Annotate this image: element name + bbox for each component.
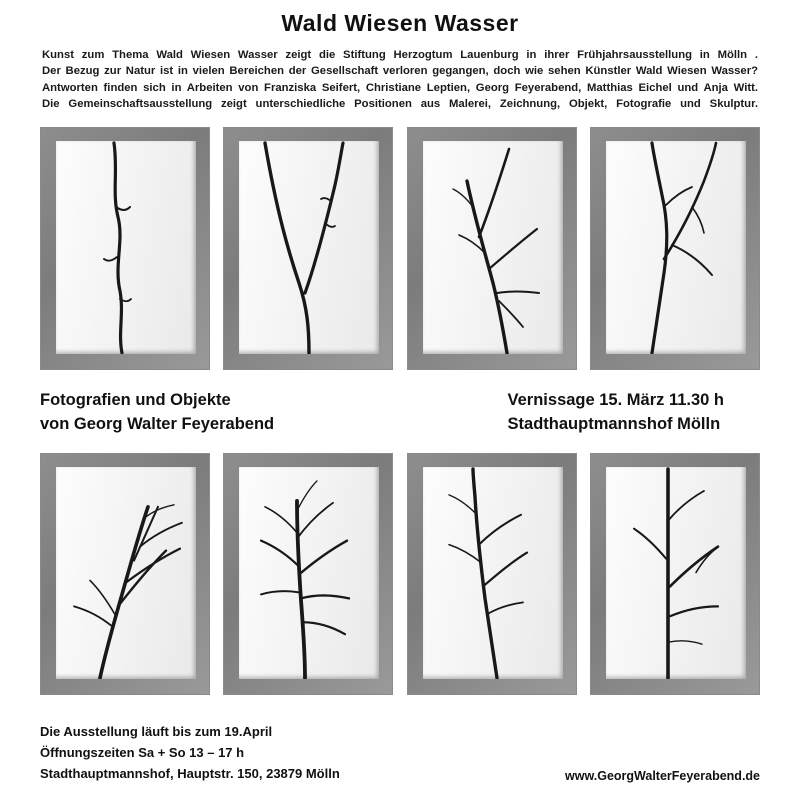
- footer-line-3: Stadthauptmannshof, Hauptstr. 150, 23879 Mölln: [40, 766, 340, 782]
- intro-line-2: Der Bezug zur Natur ist in vielen Bereichen der Gesellschaft verloren gegangen, doch wie sehen Künstler Wald Wiesen Wasser?: [42, 65, 758, 78]
- artwork-frame-4: [590, 127, 760, 370]
- intro-line-3: Antworten finden sich in Arbeiten von Franziska Seifert, Christiane Leptien, Georg Feyerabend, Matthias Eichel und Anja Witt.: [42, 81, 758, 94]
- artwork-photo-5: [56, 467, 196, 679]
- artwork-row-bottom: [40, 453, 760, 695]
- branch-illustration-5: [56, 467, 196, 679]
- caption-right-line-1: Vernissage 15. März 11.30 h: [507, 390, 724, 409]
- artwork-frame-7: [407, 453, 577, 695]
- footer: [40, 721, 760, 784]
- branch-illustration-7: [423, 467, 563, 679]
- footer-details: [40, 721, 340, 784]
- website-link[interactable]: www.GeorgWalterFeyerabend.de: [565, 769, 760, 784]
- artwork-frame-1: [40, 127, 210, 370]
- page-title: Wald Wiesen Wasser: [281, 10, 519, 36]
- branch-illustration-1: [56, 141, 196, 354]
- artwork-frame-8: [590, 453, 760, 695]
- intro-line-1: Kunst zum Thema Wald Wiesen Wasser zeigt die Stiftung Herzogtum Lauenburg in ihrer Frühjahrsausstellung in Mölln .: [42, 49, 758, 61]
- caption-right-line-2: Stadthauptmannshof Mölln: [507, 415, 721, 434]
- intro-text: [42, 47, 758, 113]
- branch-illustration-3: [423, 141, 563, 354]
- artwork-photo-4: [606, 141, 746, 354]
- artwork-photo-8: [606, 467, 746, 679]
- caption-left-line-2: von Georg Walter Feyerabend: [40, 415, 275, 434]
- footer-line-2: Öffnungszeiten Sa + So 13 – 17 h: [40, 745, 245, 761]
- branch-illustration-4: [606, 141, 746, 354]
- branch-illustration-8: [606, 467, 746, 679]
- artwork-frame-6: [223, 453, 393, 695]
- artwork-photo-7: [423, 467, 563, 679]
- artwork-frame-2: [223, 127, 393, 370]
- footer-line-1: Die Ausstellung läuft bis zum 19.April: [40, 724, 273, 739]
- artwork-photo-1: [56, 141, 196, 354]
- intro-line-4: Die Gemeinschaftsausstellung zeigt unterschiedliche Positionen aus Malerei, Zeichnung, Objekt, Fotografie und Skulptur.: [42, 98, 758, 111]
- artwork-photo-2: [239, 141, 379, 354]
- caption-block: [40, 388, 760, 438]
- artwork-photo-6: [239, 467, 379, 679]
- artwork-frame-3: [407, 127, 577, 370]
- caption-left: [40, 388, 274, 438]
- branch-illustration-2: [239, 141, 379, 354]
- branch-illustration-6: [239, 467, 379, 679]
- artwork-frame-5: [40, 453, 210, 695]
- caption-right: [508, 388, 724, 438]
- caption-left-line-1: Fotografien und Objekte: [40, 390, 231, 409]
- artwork-row-top: [40, 127, 760, 370]
- artwork-photo-3: [423, 141, 563, 354]
